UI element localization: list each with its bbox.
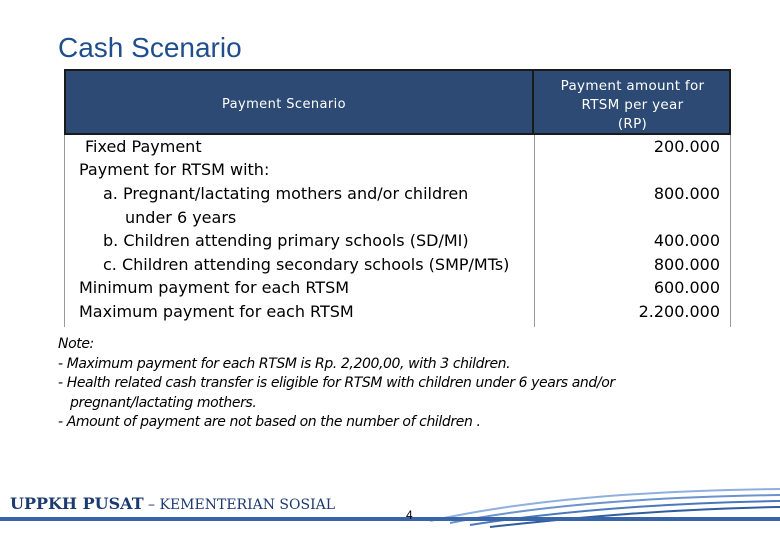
row-label-minimum-payment: Minimum payment for each RTSM — [79, 278, 350, 297]
row-label-fixed-payment: Fixed Payment — [85, 137, 202, 156]
page-number: 4 — [406, 508, 413, 522]
row-value-maximum-payment: 2.200.000 — [638, 302, 720, 321]
note-heading: Note: — [58, 336, 94, 352]
row-label-maximum-payment: Maximum payment for each RTSM — [79, 302, 354, 321]
row-value-fixed-payment: 200.000 — [653, 137, 720, 156]
row-value-secondary-schools: 800.000 — [653, 255, 720, 274]
header-payment-amount: Payment amount for RTSM per year (RP) — [560, 78, 705, 132]
row-label-secondary-schools: c. Children attending secondary schools (SMP/MTs) — [103, 255, 510, 274]
row-label-payment-for-rtsm: Payment for RTSM with: — [79, 160, 270, 179]
row-label-under-6-years: under 6 years — [125, 208, 237, 227]
note-line-health-transfer: - Health related cash transfer is eligible for RTSM with children under 6 years and/or — [58, 375, 615, 391]
header-payment-scenario: Payment Scenario — [222, 97, 346, 112]
slide-title: Cash Scenario — [58, 32, 242, 63]
row-label-primary-schools: b. Children attending primary schools (SD/MI) — [103, 231, 469, 250]
note-line-health-transfer-cont: pregnant/lactating mothers. — [70, 394, 257, 411]
footer-swoosh-decoration — [430, 487, 780, 537]
table-header-left — [64, 69, 534, 135]
row-value-primary-schools: 400.000 — [653, 231, 720, 250]
payment-table — [64, 69, 731, 327]
note-line-max-payment: - Maximum payment for each RTSM is Rp. 2,200,00, with 3 children. — [58, 355, 511, 372]
table-header-right — [534, 69, 731, 135]
footer-rule — [0, 517, 780, 521]
row-value-pregnant-lactating: 800.000 — [653, 184, 720, 203]
row-value-minimum-payment: 600.000 — [653, 278, 720, 297]
table-body-left — [64, 135, 534, 327]
note-line-amount: - Amount of payment are not based on the number of children . — [58, 414, 481, 430]
row-label-pregnant-lactating: a. Pregnant/lactating mothers and/or children — [103, 184, 469, 203]
footer-organization: UPPKH PUSAT – KEMENTERIAN SOSIAL — [10, 494, 336, 513]
notes-block — [58, 335, 615, 433]
table-body-right — [534, 135, 731, 327]
